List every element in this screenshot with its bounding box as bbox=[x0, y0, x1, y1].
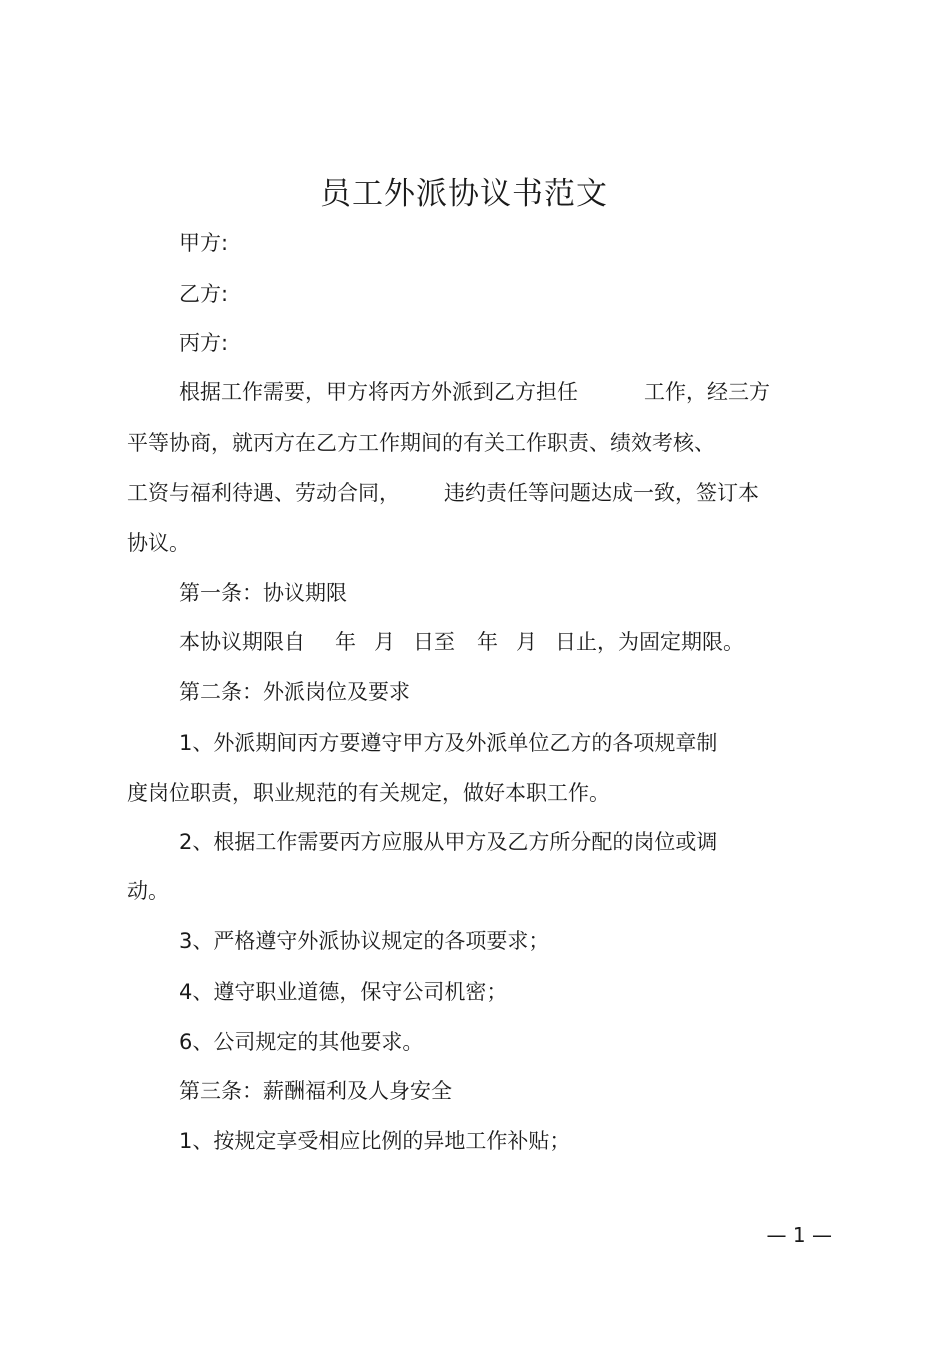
term-text-year: 年 bbox=[335, 630, 356, 654]
intro-text-1a: 根据工作需要，甲方将丙方外派到乙方担任 bbox=[179, 380, 578, 404]
term-text-day-to: 日至 bbox=[413, 630, 455, 654]
article-2-item-2a: 2、根据工作需要丙方应服从甲方及乙方所分配的岗位或调 bbox=[179, 830, 718, 854]
article-3-heading: 第三条：薪酬福利及人身安全 bbox=[179, 1079, 452, 1103]
article-1-term bbox=[179, 627, 744, 657]
term-text-year-2: 年 bbox=[477, 630, 498, 654]
article-2-item-3: 3、严格遵守外派协议规定的各项要求； bbox=[179, 929, 550, 953]
article-2-item-1a: 1、外派期间丙方要遵守甲方及外派单位乙方的各项规章制 bbox=[179, 731, 718, 755]
intro-text-3b: 违约责任等问题达成一致，签订本 bbox=[444, 481, 759, 505]
document-title: 员工外派协议书范文 bbox=[320, 176, 608, 212]
party-b-label: 乙方: bbox=[179, 282, 229, 306]
article-2-heading: 第二条：外派岗位及要求 bbox=[179, 680, 410, 704]
term-text-from: 本协议期限自 bbox=[179, 630, 305, 654]
article-2-item-4: 4、遵守职业道德，保守公司机密； bbox=[179, 980, 508, 1004]
article-2-item-6: 6、公司规定的其他要求。 bbox=[179, 1030, 424, 1054]
party-c-label: 丙方: bbox=[179, 331, 229, 355]
term-text-day-end: 日止，为固定期限。 bbox=[555, 630, 744, 654]
intro-text-3a: 工资与福利待遇、劳动合同， bbox=[127, 481, 400, 505]
intro-line-3 bbox=[127, 478, 759, 508]
intro-line-2: 平等协商，就丙方在乙方工作期间的有关工作职责、绩效考核、 bbox=[127, 431, 715, 455]
page-number: — 1 — bbox=[766, 1223, 832, 1247]
article-2-item-1b: 度岗位职责，职业规范的有关规定，做好本职工作。 bbox=[127, 781, 610, 805]
article-1-heading: 第一条：协议期限 bbox=[179, 581, 347, 605]
term-text-month-2: 月 bbox=[516, 630, 537, 654]
term-text-month: 月 bbox=[374, 630, 395, 654]
party-a-label: 甲方: bbox=[179, 231, 229, 255]
article-3-item-1: 1、按规定享受相应比例的异地工作补贴； bbox=[179, 1129, 571, 1153]
intro-line-1 bbox=[179, 377, 770, 407]
intro-line-4: 协议。 bbox=[127, 531, 190, 555]
article-2-item-2b: 动。 bbox=[127, 879, 169, 903]
intro-text-1b: 工作，经三方 bbox=[644, 380, 770, 404]
